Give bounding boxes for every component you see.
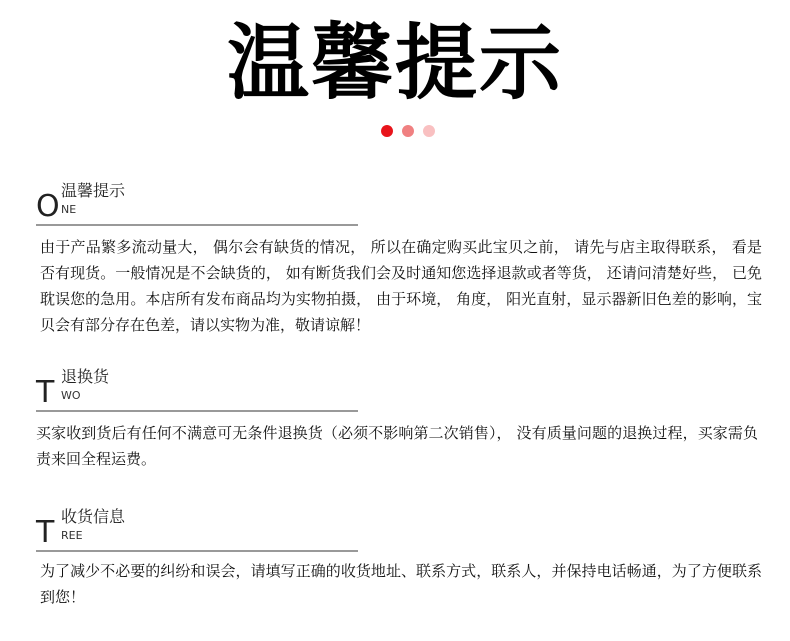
section-two-letter: T bbox=[36, 375, 55, 410]
main-title: 温馨提示 bbox=[226, 16, 563, 111]
section-one-title: 温馨提示 bbox=[61, 181, 126, 200]
section-one-body: 由于产品繁多流动量大， 偶尔会有缺货的情况， 所以在确定购买此宝贝之前， 请先与店主取得联系， 看是否有现货。一般情况是不会缺货的， 如有断货我们会及时通知您选择退款或者等货， 还请问清楚好些， 已免耽误您的急用。本店所有发布商品均为实物拍摄， 由于环境， 角度， 阳光直射，显示器新旧色差的影响，宝贝会有部分存在色差，请以实物为准，敬请谅解！ bbox=[40, 238, 762, 334]
dot-red bbox=[381, 125, 393, 137]
dot-light-pink bbox=[423, 125, 435, 137]
section-three-body: 为了减少不必要的纠纷和误会，请填写正确的收货地址、联系方式，联系人，并保持电话畅通，为了方便联系到您！ bbox=[40, 562, 762, 606]
section-three-letter: T bbox=[36, 515, 55, 550]
section-two-divider bbox=[36, 410, 358, 412]
section-three-header bbox=[36, 508, 358, 548]
section-three-title: 收货信息 bbox=[61, 507, 126, 526]
section-one-divider bbox=[36, 224, 358, 226]
section-one-header bbox=[36, 182, 358, 222]
section-three-subtitle: REE bbox=[61, 529, 83, 542]
section-one-subtitle: NE bbox=[61, 203, 77, 216]
section-one-letter: O bbox=[36, 189, 60, 224]
section-three-divider bbox=[36, 550, 358, 552]
decorative-dots bbox=[381, 125, 435, 137]
section-two-body: 买家收到货后有任何不满意可无条件退换货（必须不影响第二次销售）， 没有质量问题的退换过程，买家需负责来回全程运费。 bbox=[36, 424, 758, 468]
section-two-subtitle: WO bbox=[61, 389, 81, 402]
section-two-header bbox=[36, 368, 358, 408]
section-two-title: 退换货 bbox=[61, 367, 110, 386]
dot-pink bbox=[402, 125, 414, 137]
